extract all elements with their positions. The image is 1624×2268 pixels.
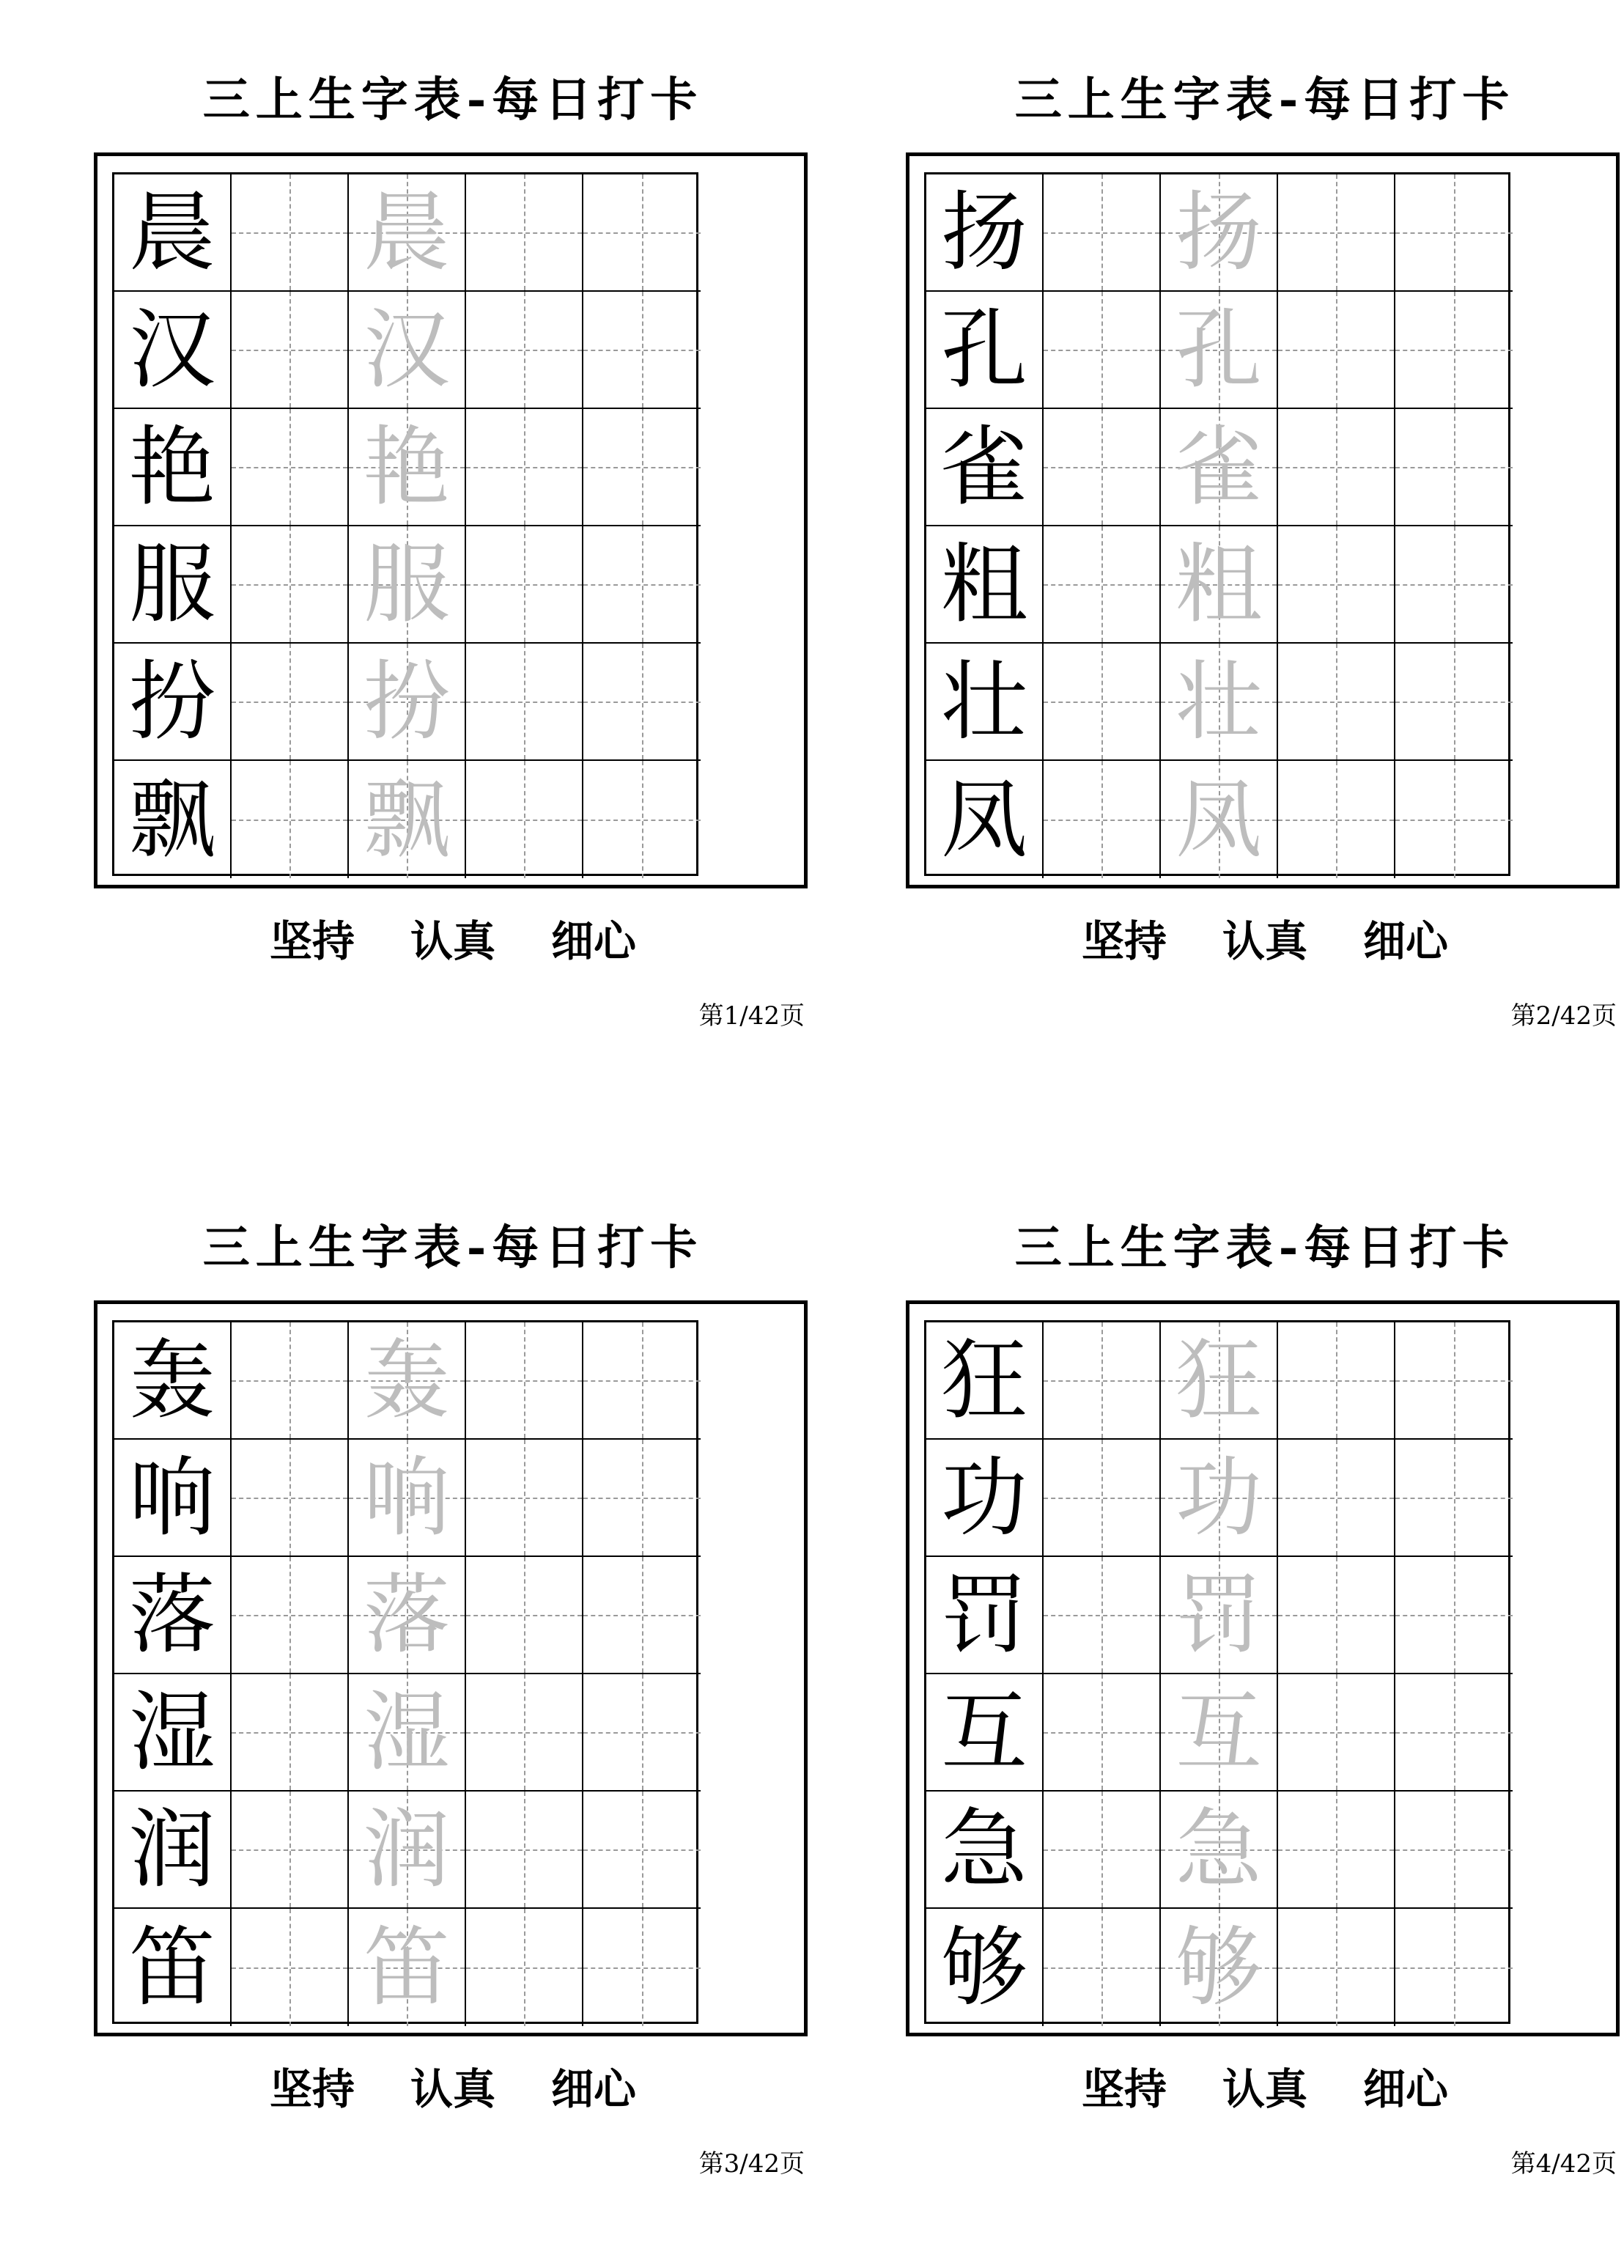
blank-practice-cell [1278,1674,1395,1792]
blank-practice-cell [1395,1440,1513,1557]
motto-word: 细心 [551,916,637,966]
model-character: 扬 [940,182,1027,283]
guide-line-horizontal [1278,1380,1394,1382]
blank-practice-cell [1278,292,1395,409]
guide-line-horizontal [466,1380,582,1382]
model-character: 罚 [940,1564,1027,1665]
model-character: 服 [128,534,215,635]
trace-character-cell [349,174,466,292]
model-character-cell [114,1322,232,1440]
guide-line-horizontal [466,1967,582,1969]
guide-line-horizontal [232,232,347,234]
motto [906,912,1624,971]
guide-line-horizontal [232,820,347,821]
motto-word: 坚持 [269,2064,355,2114]
blank-practice-cell [1044,409,1161,526]
practice-frame [94,1300,808,2036]
trace-character: 罚 [1175,1564,1262,1665]
worksheet-1 [94,0,812,1056]
page-number: 第1/42页 [698,1001,805,1031]
blank-practice-cell [232,1322,349,1440]
blank-practice-cell [232,761,349,878]
motto-word: 认真 [1222,916,1307,966]
model-character-cell [926,1674,1044,1792]
worksheet-3 [94,1148,812,2203]
model-character: 轰 [128,1330,215,1431]
guide-line-horizontal [1395,1967,1513,1969]
motto-word: 细心 [1363,916,1449,966]
model-character-cell [926,409,1044,526]
blank-practice-cell [1395,1674,1513,1792]
trace-character-cell [1161,1322,1278,1440]
guide-line-horizontal [1044,1380,1159,1382]
guide-line-horizontal [583,1380,701,1382]
blank-practice-cell [1044,1557,1161,1674]
blank-practice-cell [583,292,701,409]
blank-practice-cell [466,1322,583,1440]
trace-character: 扮 [363,651,450,752]
guide-line-horizontal [1395,820,1513,821]
guide-line-horizontal [232,1498,347,1499]
guide-line-horizontal [232,702,347,703]
blank-practice-cell [1044,1909,1161,2026]
trace-character-cell [349,1557,466,1674]
trace-character-cell [1161,409,1278,526]
blank-practice-cell [1044,761,1161,878]
guide-line-horizontal [1278,1615,1394,1616]
blank-practice-cell [583,644,701,761]
guide-line-horizontal [583,702,701,703]
blank-practice-cell [232,292,349,409]
blank-practice-cell [1395,1792,1513,1909]
tianzige-grid [112,1320,698,2024]
tianzige-grid [924,172,1510,876]
model-character-cell [926,644,1044,761]
trace-character: 晨 [363,182,450,283]
guide-line-horizontal [466,1498,582,1499]
trace-character-cell [1161,1909,1278,2026]
trace-character-cell [349,1674,466,1792]
motto-word: 认真 [410,916,495,966]
blank-practice-cell [1395,174,1513,292]
guide-line-horizontal [466,1849,582,1851]
practice-frame [906,152,1620,888]
blank-practice-cell [1044,1792,1161,1909]
guide-line-horizontal [583,350,701,351]
guide-line-horizontal [232,1615,347,1616]
guide-line-horizontal [583,1615,701,1616]
guide-line-horizontal [466,350,582,351]
trace-character: 润 [363,1799,450,1900]
blank-practice-cell [583,1440,701,1557]
practice-frame [94,152,808,888]
guide-line-horizontal [466,820,582,821]
blank-practice-cell [1395,1557,1513,1674]
trace-character-cell [1161,1440,1278,1557]
motto-word: 坚持 [269,916,355,966]
trace-character: 服 [363,534,450,635]
blank-practice-cell [583,1792,701,1909]
trace-character: 狂 [1175,1330,1262,1431]
trace-character: 够 [1175,1917,1262,2018]
motto [94,912,812,971]
model-character-cell [926,761,1044,878]
blank-practice-cell [583,1322,701,1440]
blank-practice-cell [583,174,701,292]
trace-character-cell [349,644,466,761]
trace-character-cell [1161,1557,1278,1674]
model-character: 功 [940,1447,1027,1548]
tianzige-grid [924,1320,1510,2024]
guide-line-horizontal [1044,702,1159,703]
blank-practice-cell [583,1557,701,1674]
trace-character: 凤 [1175,769,1262,870]
guide-line-horizontal [1278,1732,1394,1734]
trace-character-cell [1161,644,1278,761]
guide-line-horizontal [583,467,701,468]
model-character: 孔 [940,299,1027,400]
guide-line-horizontal [1395,232,1513,234]
trace-character-cell [1161,174,1278,292]
guide-line-horizontal [1044,1615,1159,1616]
model-character: 扮 [128,651,215,752]
model-character: 急 [940,1799,1027,1900]
model-character-cell [926,526,1044,644]
model-character-cell [926,1909,1044,2026]
blank-practice-cell [1395,1322,1513,1440]
blank-practice-cell [1044,174,1161,292]
motto-word: 细心 [551,2064,637,2114]
model-character-cell [114,1557,232,1674]
worksheet-2 [906,0,1624,1056]
trace-character-cell [1161,1792,1278,1909]
trace-character: 汉 [363,299,450,400]
blank-practice-cell [466,1440,583,1557]
blank-practice-cell [1044,644,1161,761]
blank-practice-cell [583,409,701,526]
trace-character: 壮 [1175,651,1262,752]
blank-practice-cell [1278,761,1395,878]
tianzige-grid [112,172,698,876]
blank-practice-cell [583,1674,701,1792]
blank-practice-cell [232,1909,349,2026]
guide-line-horizontal [1278,584,1394,586]
model-character: 艳 [128,416,215,518]
guide-line-horizontal [466,702,582,703]
guide-line-horizontal [1395,1380,1513,1382]
blank-practice-cell [1278,409,1395,526]
guide-line-horizontal [1395,1498,1513,1499]
trace-character-cell [349,1909,466,2026]
model-character: 落 [128,1564,215,1665]
model-character-cell [114,292,232,409]
sheet-title: 三上生字表-每日打卡 [202,73,704,128]
guide-line-horizontal [232,1732,347,1734]
trace-character: 功 [1175,1447,1262,1548]
guide-line-horizontal [466,1615,582,1616]
guide-line-horizontal [1044,467,1159,468]
blank-practice-cell [232,1557,349,1674]
trace-character: 落 [363,1564,450,1665]
trace-character-cell [1161,526,1278,644]
model-character-cell [926,1557,1044,1674]
trace-character-cell [1161,292,1278,409]
blank-practice-cell [232,409,349,526]
blank-practice-cell [1278,644,1395,761]
model-character: 狂 [940,1330,1027,1431]
sheet-title: 三上生字表-每日打卡 [1014,73,1516,128]
trace-character: 孔 [1175,299,1262,400]
guide-line-horizontal [1278,232,1394,234]
blank-practice-cell [1395,1909,1513,2026]
trace-character: 响 [363,1447,450,1548]
guide-line-horizontal [1044,1732,1159,1734]
model-character-cell [114,1674,232,1792]
blank-practice-cell [232,526,349,644]
model-character-cell [114,1440,232,1557]
trace-character: 急 [1175,1799,1262,1900]
blank-practice-cell [583,526,701,644]
trace-character: 飘 [363,769,450,870]
trace-character: 轰 [363,1330,450,1431]
motto [94,2060,812,2118]
trace-character-cell [349,1322,466,1440]
blank-practice-cell [1395,526,1513,644]
model-character: 响 [128,1447,215,1548]
guide-line-horizontal [1044,1849,1159,1851]
trace-character-cell [349,409,466,526]
blank-practice-cell [232,644,349,761]
guide-line-horizontal [1278,820,1394,821]
trace-character: 扬 [1175,182,1262,283]
blank-practice-cell [466,174,583,292]
guide-line-horizontal [466,232,582,234]
guide-line-horizontal [1395,1615,1513,1616]
guide-line-horizontal [1044,232,1159,234]
guide-line-horizontal [466,584,582,586]
motto-word: 细心 [1363,2064,1449,2114]
model-character-cell [926,1322,1044,1440]
guide-line-horizontal [232,350,347,351]
blank-practice-cell [583,1909,701,2026]
motto-word: 坚持 [1081,2064,1167,2114]
motto-word: 认真 [1222,2064,1307,2114]
guide-line-horizontal [232,584,347,586]
model-character-cell [114,644,232,761]
guide-line-horizontal [1395,702,1513,703]
guide-line-horizontal [1044,1967,1159,1969]
guide-line-horizontal [583,1498,701,1499]
blank-practice-cell [1278,1909,1395,2026]
model-character-cell [114,1909,232,2026]
trace-character-cell [1161,761,1278,878]
guide-line-horizontal [1044,584,1159,586]
trace-character: 艳 [363,416,450,518]
guide-line-horizontal [232,1967,347,1969]
blank-practice-cell [1044,526,1161,644]
model-character-cell [926,174,1044,292]
blank-practice-cell [466,526,583,644]
page-number: 第4/42页 [1510,2149,1617,2179]
guide-line-horizontal [232,1849,347,1851]
sheet-title: 三上生字表-每日打卡 [202,1220,704,1275]
model-character: 润 [128,1799,215,1900]
blank-practice-cell [466,409,583,526]
page-number: 第3/42页 [698,2149,805,2179]
blank-practice-cell [466,1909,583,2026]
blank-practice-cell [1044,1674,1161,1792]
blank-practice-cell [1044,1322,1161,1440]
guide-line-horizontal [1044,1498,1159,1499]
blank-practice-cell [232,1792,349,1909]
guide-line-horizontal [232,1380,347,1382]
blank-practice-cell [466,1674,583,1792]
guide-line-horizontal [1395,1732,1513,1734]
blank-practice-cell [1395,761,1513,878]
guide-line-horizontal [1395,584,1513,586]
blank-practice-cell [1395,292,1513,409]
model-character-cell [114,174,232,292]
model-character-cell [114,526,232,644]
blank-practice-cell [1278,174,1395,292]
trace-character: 互 [1175,1682,1262,1783]
model-character: 够 [940,1917,1027,2018]
guide-line-horizontal [1278,350,1394,351]
model-character: 湿 [128,1682,215,1783]
blank-practice-cell [1395,644,1513,761]
guide-line-horizontal [466,1732,582,1734]
blank-practice-cell [1278,1792,1395,1909]
model-character: 雀 [940,416,1027,518]
trace-character-cell [349,526,466,644]
blank-practice-cell [466,761,583,878]
guide-line-horizontal [583,1732,701,1734]
trace-character-cell [349,292,466,409]
guide-line-horizontal [583,1967,701,1969]
model-character-cell [926,1440,1044,1557]
guide-line-horizontal [1044,820,1159,821]
trace-character-cell [349,1440,466,1557]
model-character: 晨 [128,182,215,283]
model-character-cell [114,1792,232,1909]
blank-practice-cell [232,174,349,292]
blank-practice-cell [583,761,701,878]
guide-line-horizontal [1395,467,1513,468]
blank-practice-cell [1395,409,1513,526]
blank-practice-cell [232,1674,349,1792]
guide-line-horizontal [1278,1849,1394,1851]
blank-practice-cell [1278,526,1395,644]
guide-line-horizontal [232,467,347,468]
blank-practice-cell [232,1440,349,1557]
model-character: 飘 [128,769,215,870]
trace-character: 雀 [1175,416,1262,518]
guide-line-horizontal [1278,1967,1394,1969]
guide-line-horizontal [1395,350,1513,351]
guide-line-horizontal [583,1849,701,1851]
blank-practice-cell [1278,1440,1395,1557]
guide-line-horizontal [1278,1498,1394,1499]
sheet-title: 三上生字表-每日打卡 [1014,1220,1516,1275]
model-character: 汉 [128,299,215,400]
model-character-cell [926,292,1044,409]
model-character-cell [114,409,232,526]
guide-line-horizontal [1044,350,1159,351]
model-character: 壮 [940,651,1027,752]
trace-character: 湿 [363,1682,450,1783]
blank-practice-cell [1278,1322,1395,1440]
model-character: 粗 [940,534,1027,635]
worksheet-4 [906,1148,1624,2203]
trace-character-cell [1161,1674,1278,1792]
trace-character: 笛 [363,1917,450,2018]
blank-practice-cell [1044,292,1161,409]
blank-practice-cell [1278,1557,1395,1674]
practice-frame [906,1300,1620,2036]
blank-practice-cell [466,644,583,761]
blank-practice-cell [466,292,583,409]
blank-practice-cell [1044,1440,1161,1557]
guide-line-horizontal [1278,467,1394,468]
trace-character-cell [349,761,466,878]
blank-practice-cell [466,1557,583,1674]
model-character: 笛 [128,1917,215,2018]
guide-line-horizontal [1395,1849,1513,1851]
page-number: 第2/42页 [1510,1001,1617,1031]
model-character-cell [926,1792,1044,1909]
trace-character-cell [349,1792,466,1909]
model-character: 凤 [940,769,1027,870]
guide-line-horizontal [466,467,582,468]
guide-line-horizontal [583,232,701,234]
motto-word: 坚持 [1081,916,1167,966]
blank-practice-cell [466,1792,583,1909]
trace-character: 粗 [1175,534,1262,635]
guide-line-horizontal [1278,702,1394,703]
model-character: 互 [940,1682,1027,1783]
motto-word: 认真 [410,2064,495,2114]
motto [906,2060,1624,2118]
guide-line-horizontal [583,820,701,821]
model-character-cell [114,761,232,878]
guide-line-horizontal [583,584,701,586]
